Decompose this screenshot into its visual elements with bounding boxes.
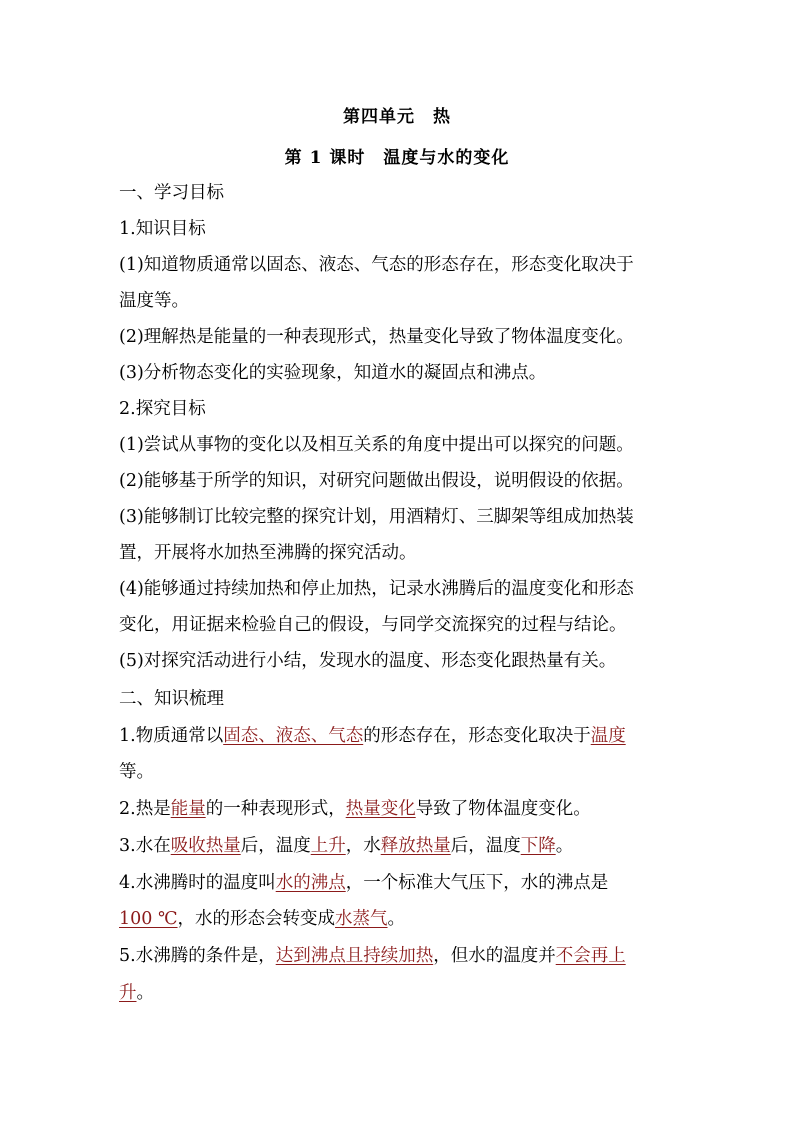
- review-item-1-line2: [119, 760, 679, 784]
- review-item-1-text: 的形态存在，形态变化取决于: [363, 726, 591, 746]
- answer-blank: 固态、液态、气态: [223, 726, 364, 746]
- review-item-4-line2: [119, 907, 679, 931]
- review-item-4-text: ，水的形态会转变成: [177, 909, 336, 929]
- knowledge-goal-3: (3)分析物态变化的实验现象，知道水的凝固点和沸点。: [119, 363, 547, 383]
- review-item-2-text: 导致了物体温度变化。: [415, 799, 591, 819]
- lesson-title: 第 1 课时 温度与水的变化: [284, 148, 510, 168]
- inquiry-goal-2: (2)能够基于所学的知识，对研究问题做出假设，说明假设的依据。: [119, 471, 634, 491]
- inquiry-goal-4-line1: (4)能够通过持续加热和停止加热，记录水沸腾后的温度变化和形态: [119, 579, 634, 599]
- answer-blank: 达到沸点且持续加热: [275, 946, 434, 966]
- review-item-5-line1: [119, 944, 679, 968]
- review-item-3-text: 后，温度: [240, 836, 311, 856]
- section-heading-goals: 一、学习目标: [119, 183, 224, 203]
- answer-blank: 水的沸点: [275, 873, 346, 893]
- review-item-5-line2: [119, 981, 679, 1005]
- inquiry-goal-1: (1)尝试从事物的变化以及相互关系的角度中提出可以探究的问题。: [119, 435, 634, 455]
- review-item-5-text: 5.水沸腾的条件是，: [119, 946, 276, 966]
- review-item-4-text: 。: [387, 909, 406, 929]
- review-item-3-text: 3.水在: [119, 836, 171, 856]
- inquiry-goal-3-line1: (3)能够制订比较完整的探究计划，用酒精灯、三脚架等组成加热装: [119, 507, 634, 527]
- review-item-3-text: ，水: [345, 836, 381, 856]
- review-item-2: [119, 797, 679, 821]
- knowledge-goal-1-line1: (1)知道物质通常以固态、液态、气态的形态存在，形态变化取决于: [119, 255, 634, 275]
- answer-blank: 释放热量: [380, 836, 451, 856]
- unit-title: 第四单元 热: [343, 107, 451, 127]
- review-item-4-text: 4.水沸腾时的温度叫: [119, 873, 276, 893]
- inquiry-goal-3-line2: 置，开展将水加热至沸腾的探究活动。: [119, 543, 417, 563]
- review-item-4-text: ，一个标准大气压下，水的沸点是: [345, 873, 609, 893]
- review-item-1-text: 1.物质通常以: [119, 726, 224, 746]
- answer-blank: 水蒸气: [335, 909, 388, 929]
- answer-blank: 下降: [520, 836, 556, 856]
- review-item-3-text: 。: [555, 836, 574, 856]
- answer-blank: 升: [119, 983, 137, 1003]
- answer-blank: 吸收热量: [170, 836, 241, 856]
- inquiry-goal-4-line2: 变化，用证据来检验自己的假设，与同学交流探究的过程与结论。: [119, 615, 627, 635]
- review-item-1-line1: [119, 724, 679, 748]
- answer-blank: 上升: [310, 836, 346, 856]
- review-item-2-text: 的一种表现形式，: [205, 799, 346, 819]
- review-item-5-text: 。: [136, 983, 154, 1003]
- review-item-4-line1: [119, 871, 679, 895]
- answer-blank: 能量: [170, 799, 206, 819]
- review-item-3: [119, 834, 679, 858]
- review-item-2-text: 2.热是: [119, 799, 171, 819]
- inquiry-goals-heading: 2.探究目标: [119, 399, 206, 419]
- inquiry-goal-5: (5)对探究活动进行小结，发现水的温度、形态变化跟热量有关。: [119, 651, 617, 671]
- answer-blank: 温度: [590, 726, 626, 746]
- answer-blank: 100 ℃: [119, 909, 178, 929]
- review-item-5-text: ，但水的温度并: [433, 946, 556, 966]
- review-item-3-text: 后，温度: [450, 836, 521, 856]
- knowledge-goal-1-line2: 温度等。: [119, 291, 189, 311]
- knowledge-goals-heading: 1.知识目标: [119, 219, 206, 239]
- section-heading-review: 二、知识梳理: [119, 689, 224, 709]
- answer-blank: 热量变化: [345, 799, 416, 819]
- knowledge-goal-2: (2)理解热是能量的一种表现形式，热量变化导致了物体温度变化。: [119, 327, 634, 347]
- answer-blank: 不会再上: [555, 946, 626, 966]
- review-item-1-text: 等。: [119, 762, 154, 782]
